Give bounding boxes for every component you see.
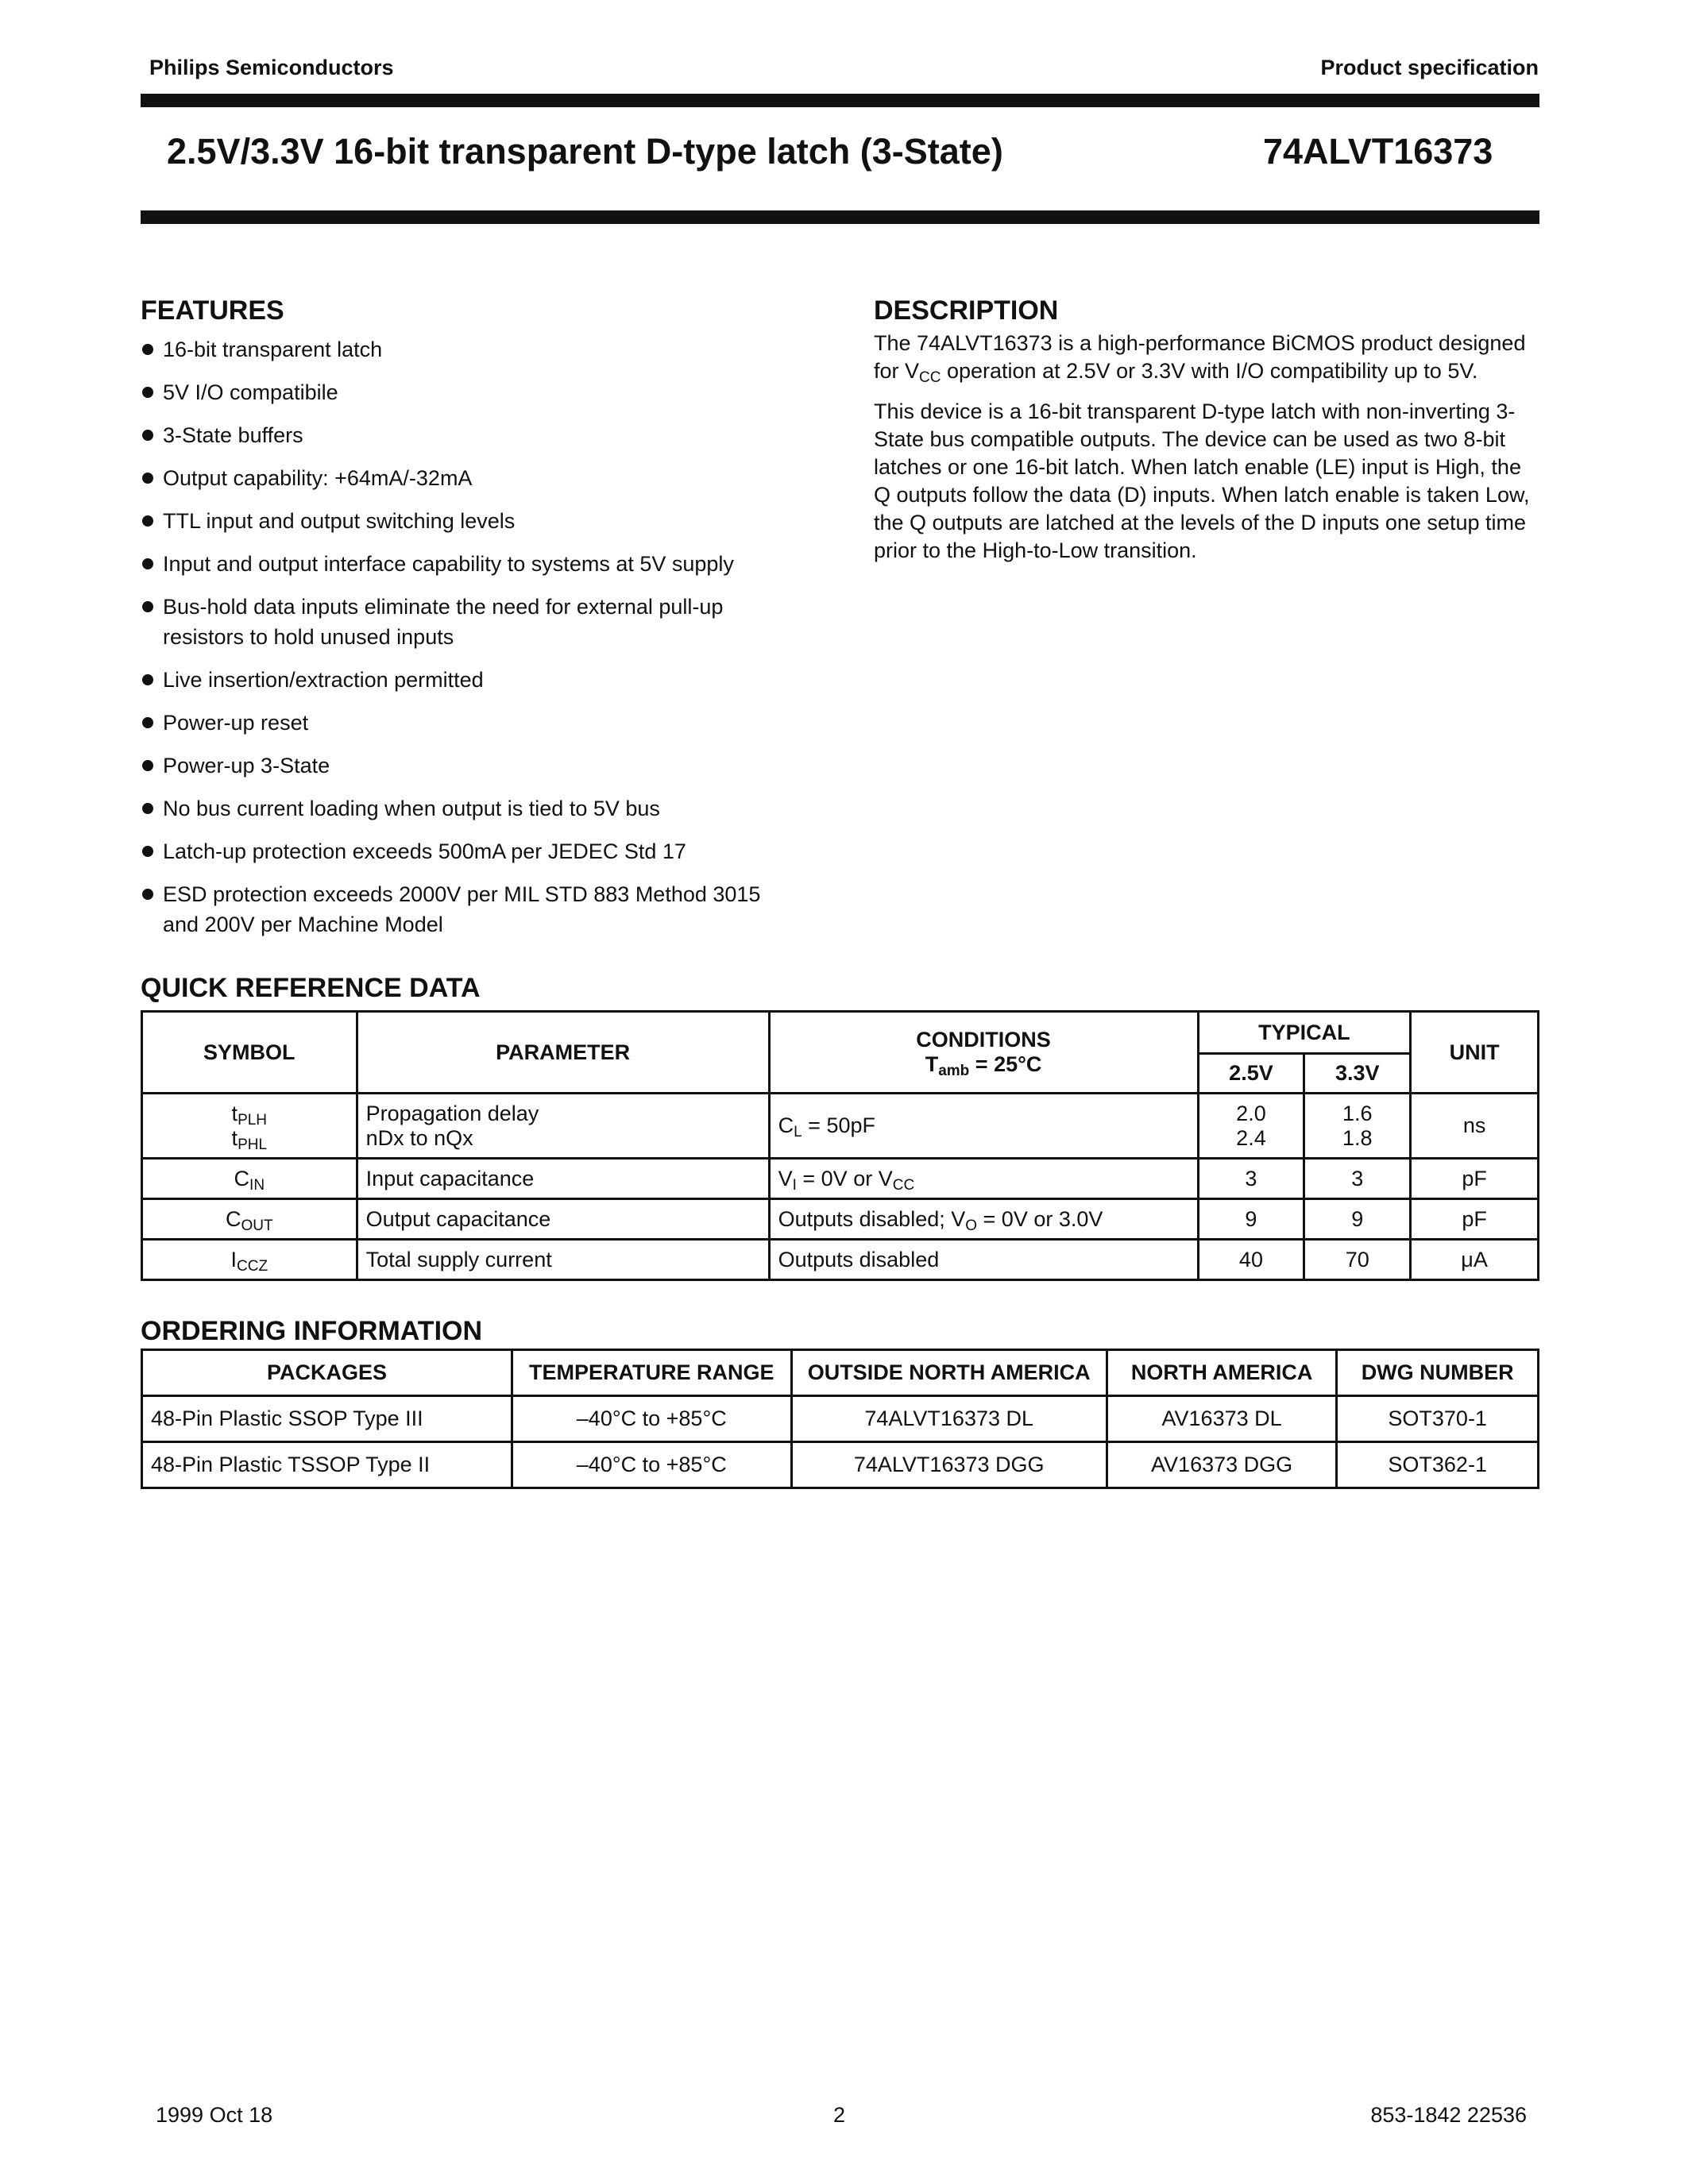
description-heading: DESCRIPTION [874, 295, 1059, 326]
feature-item: TTL input and output switching levels [141, 506, 800, 536]
features-list [141, 334, 800, 952]
document-code: 853-1842 22536 [1370, 2103, 1527, 2127]
table-row [142, 1094, 1539, 1159]
value-2v5-cell: 9 [1198, 1199, 1304, 1240]
title-rule [141, 210, 1539, 224]
feature-item: Power-up reset [141, 708, 800, 738]
feature-item: 5V I/O compatibile [141, 377, 800, 407]
parameter-cell: Total supply current [357, 1240, 769, 1280]
feature-item: 16-bit transparent latch [141, 334, 800, 365]
description-paragraph: The 74ALVT16373 is a high-performance BiCMOS product designed for $V_{CC}$ operation at 2.5V or 3.3V with I/O compatibility up to 5V. [874, 331, 1526, 386]
col-header-outside-na: OUTSIDE NORTH AMERICA [791, 1350, 1107, 1396]
parameter-cell: Output capacitance [357, 1199, 769, 1240]
feature-item: Latch-up protection exceeds 500mA per JEDEC Std 17 [141, 836, 800, 866]
value-2v5-cell: 2.0 2.4 [1198, 1094, 1304, 1159]
outside-na-cell: 74ALVT16373 DGG [791, 1442, 1107, 1488]
quick-reference-heading: QUICK REFERENCE DATA [141, 973, 481, 1003]
ordering-table [141, 1349, 1539, 1489]
part-number: 74ALVT16373 [1263, 131, 1493, 172]
unit-cell: μA [1411, 1240, 1539, 1280]
feature-item: No bus current loading when output is tied to 5V bus [141, 793, 800, 824]
col-header-symbol: SYMBOL [142, 1012, 357, 1094]
col-header-2v5: 2.5V [1198, 1054, 1304, 1094]
col-header-north-america: NORTH AMERICA [1107, 1350, 1337, 1396]
parameter-cell: Input capacitance [357, 1159, 769, 1199]
description-paragraph: This device is a 16-bit transparent D-type latch with non-inverting 3-State bus compatible outputs. The device can be used as two 8-bit latches or one 16-bit latch. When latch enable (LE) input is High, the Q outputs follow the data (D) inputs. When latch enable is taken Low, the Q outputs are latched at the levels of the D inputs one setup time prior to the High-to-Low transition. [874, 399, 1530, 562]
feature-item: Bus-hold data inputs eliminate the need for external pull-up resistors to hold unused inputs [141, 592, 800, 652]
document-type: Product specification [1320, 56, 1539, 79]
top-rule [141, 94, 1539, 107]
feature-item: Live insertion/extraction permitted [141, 665, 800, 695]
features-heading: FEATURES [141, 295, 284, 326]
unit-cell: ns [1411, 1094, 1539, 1159]
table-row [142, 1396, 1539, 1442]
symbol-cell: $C_{IN}$ [142, 1159, 357, 1199]
table-row [142, 1240, 1539, 1280]
col-header-3v3: 3.3V [1304, 1054, 1411, 1094]
page-title: 2.5V/3.3V 16-bit transparent D-type latch (3-State) [167, 131, 1003, 172]
page-number: 2 [833, 2103, 846, 2127]
unit-cell: pF [1411, 1199, 1539, 1240]
value-2v5-cell: 3 [1198, 1159, 1304, 1199]
quick-reference-table [141, 1010, 1539, 1281]
symbol-cell: $t_{PLH}$ $t_{PHL}$ [142, 1094, 357, 1159]
feature-item: Input and output interface capability to systems at 5V supply [141, 549, 800, 579]
temperature-cell: –40°C to +85°C [512, 1396, 791, 1442]
feature-item: Power-up 3-State [141, 751, 800, 781]
table-row [142, 1199, 1539, 1240]
conditions-cell: Outputs disabled; $V_O = 0V$ or 3.0V [769, 1199, 1198, 1240]
value-2v5-cell: 40 [1198, 1240, 1304, 1280]
feature-item: Output capability: +64mA/-32mA [141, 463, 800, 493]
package-cell: 48-Pin Plastic TSSOP Type II [142, 1442, 512, 1488]
temperature-cell: –40°C to +85°C [512, 1442, 791, 1488]
footer-date: 1999 Oct 18 [156, 2103, 273, 2127]
col-header-temperature: TEMPERATURE RANGE [512, 1350, 791, 1396]
parameter-cell: Propagation delay nDx to nQx [357, 1094, 769, 1159]
col-header-conditions: CONDITIONS $T_{amb} = 25^\circ C$ [769, 1012, 1198, 1094]
col-header-packages: PACKAGES [142, 1350, 512, 1396]
col-header-typical: TYPICAL [1198, 1012, 1411, 1054]
company-name: Philips Semiconductors [149, 56, 394, 79]
ordering-heading: ORDERING INFORMATION [141, 1316, 483, 1346]
symbol-cell: $C_{OUT}$ [142, 1199, 357, 1240]
col-header-unit: UNIT [1411, 1012, 1539, 1094]
feature-item: 3-State buffers [141, 420, 800, 450]
conditions-cell: $C_L = 50pF$ [769, 1094, 1198, 1159]
description-body [874, 330, 1541, 577]
package-cell: 48-Pin Plastic SSOP Type III [142, 1396, 512, 1442]
conditions-cell: Outputs disabled [769, 1240, 1198, 1280]
value-3v3-cell: 70 [1304, 1240, 1411, 1280]
dwg-number-cell: SOT362-1 [1337, 1442, 1539, 1488]
symbol-cell: $I_{CCZ}$ [142, 1240, 357, 1280]
north-america-cell: AV16373 DL [1107, 1396, 1337, 1442]
dwg-number-cell: SOT370-1 [1337, 1396, 1539, 1442]
col-header-parameter: PARAMETER [357, 1012, 769, 1094]
table-row [142, 1159, 1539, 1199]
north-america-cell: AV16373 DGG [1107, 1442, 1337, 1488]
conditions-cell: $V_I = 0V$ or $V_{CC}$ [769, 1159, 1198, 1199]
value-3v3-cell: 9 [1304, 1199, 1411, 1240]
value-3v3-cell: 3 [1304, 1159, 1411, 1199]
col-header-dwg-number: DWG NUMBER [1337, 1350, 1539, 1396]
feature-item: ESD protection exceeds 2000V per MIL STD 883 Method 3015 and 200V per Machine Model [141, 879, 800, 940]
table-row [142, 1442, 1539, 1488]
value-3v3-cell: 1.6 1.8 [1304, 1094, 1411, 1159]
outside-na-cell: 74ALVT16373 DL [791, 1396, 1107, 1442]
unit-cell: pF [1411, 1159, 1539, 1199]
